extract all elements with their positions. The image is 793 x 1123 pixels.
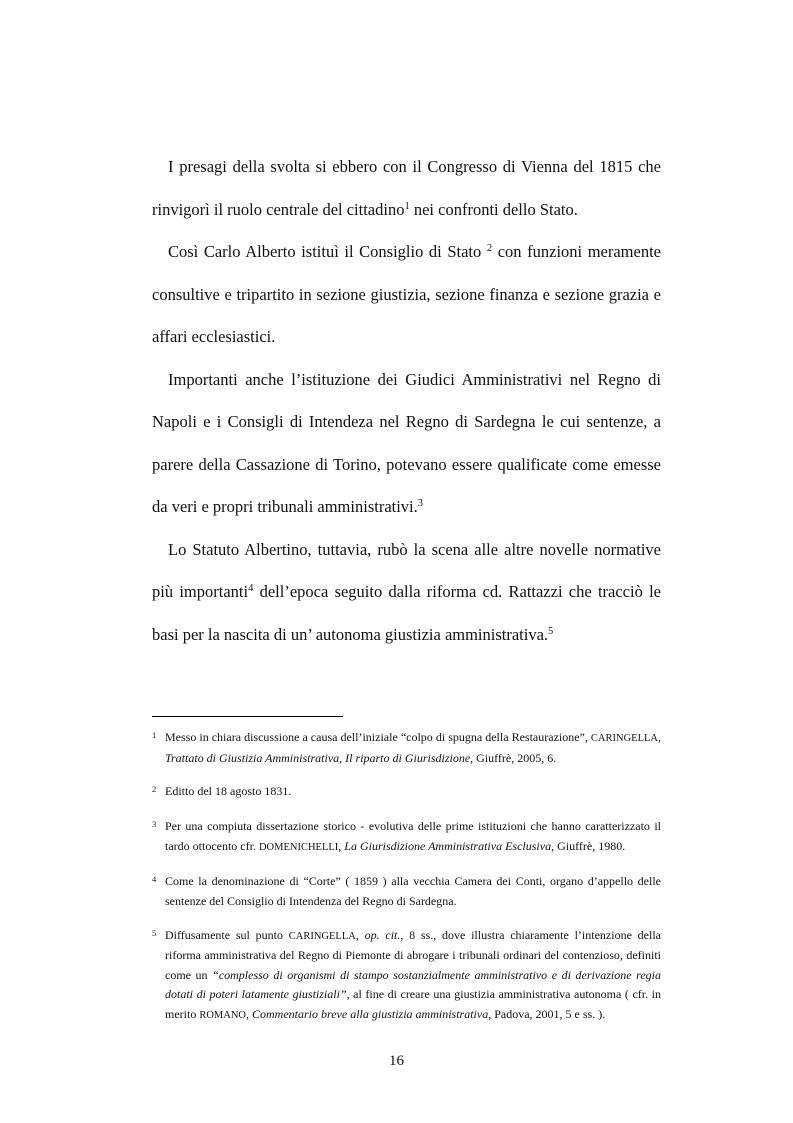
op-cit: op. cit. [364, 927, 401, 942]
footnote-ref-1[interactable]: 1 [404, 200, 410, 212]
book-title: La Giurisdizione Amministrativa Esclusiva [344, 839, 552, 853]
paragraph-2: Così Carlo Alberto istituì il Consiglio di Stato $^2$ con funzioni meramente consultive e tripartito in sezione giustizia, sezione finanza e sezione grazia e affari ecclesiastici. [152, 242, 661, 346]
footnote-ref-5[interactable]: 5 [548, 625, 554, 637]
footnote-2: 2 Editto del 18 agosto 1831. [152, 782, 661, 803]
quotation: “complesso di organismi di stampo sostanzialmente amministrativo e di derivazione regia dotati di poteri latamente giustiziali” [165, 967, 661, 1001]
footnote-number: 5 [152, 927, 157, 938]
footnote-ref-3[interactable]: 3 [417, 498, 424, 509]
footnote-number: 4 [152, 873, 157, 884]
footnote-number: 2 [152, 784, 157, 794]
footnote-number: 1 [152, 730, 157, 740]
page-number: 16 [389, 1053, 404, 1069]
author-name: DOMENICHELLI [258, 842, 339, 853]
author-name: ROMANO [199, 1009, 246, 1021]
footnote-3: 3 Per una compiuta dissertazione storico - evolutiva delle prime istituzioni che hanno caratterizzato il tardo ottocento cfr. DOMENICHELLI, La Giurisdizione Amministrativa Esclusiva, Giuffrè, 1980. [152, 817, 661, 858]
footnote-ref-2[interactable]: 2 [486, 243, 493, 254]
paragraph-1: I presagi della svolta si ebbero con il Congresso di Vienna del 1815 che rinvigorì il ruolo centrale del cittadino$^1$ nei confronti dello Stato. [152, 157, 661, 219]
author-name: CARINGELLA [288, 930, 356, 942]
footnote-5: 5 Diffusamente sul punto CARINGELLA, op. cit., 8 ss., dove illustra chiaramente l’intenzione della riforma amministrativa del Regno di Piemonte di abrogare i tribunali ordinari del contenzioso, definiti come un “complesso di organismi di stampo sostanzialmente amministrativo e di derivazione regia dotati di poteri latamente giustiziali”, al fine di creare una giustizia amministrativa autonoma ( cfr. in merito ROMANO, Commentario breve alla giustizia amministrativa, Padova, 2001, 5 e ss. ). [152, 926, 661, 1026]
paragraph-4: Lo Statuto Albertino, tuttavia, rubò la scena alle altre novelle normative più importanti$^4$ dell’epoca seguito dalla riforma cd. Rattazzi che tracciò le basi per la nascita di un’ autonoma giustizia amministrativa.$^5$ [152, 539, 662, 644]
footnote-number: 3 [152, 818, 157, 829]
footnotes [152, 728, 661, 1039]
footnote-4: 4 Come la denominazione di “Corte” ( 1859 ) alla vecchia Camera dei Conti, organo d’appello delle sentenze del Consiglio di Intendenza del Regno di Sardegna. [152, 872, 661, 912]
footnote-separator [152, 716, 343, 717]
author-name: CARINGELLA [590, 733, 658, 744]
footnote-1: 1 Messo in chiara discussione a causa dell’iniziale “colpo di spugna della Restaurazione”, CARINGELLA, Trattato di Giustizia Amministrativa, Il riparto di Giurisdizione, Giuffrè, 2005, 6. [152, 728, 661, 768]
footnote-ref-4[interactable]: 4 [248, 583, 254, 594]
book-title: Trattato di Giustizia Amministrativa, Il riparto di Giurisdizione [165, 750, 471, 765]
body-text [152, 146, 661, 656]
paragraph-3: Importanti anche l’istituzione dei Giudici Amministrativi nel Regno di Napoli e i Consigli di Intendeza nel Regno di Sardegna le cui sentenze, a parere della Cassazione di Torino, potevano essere qualificate come emesse da veri e propri tribunali amministrativi.$^3$ [152, 369, 661, 516]
book-title: Commentario breve alla giustizia amministrativa [252, 1006, 489, 1021]
